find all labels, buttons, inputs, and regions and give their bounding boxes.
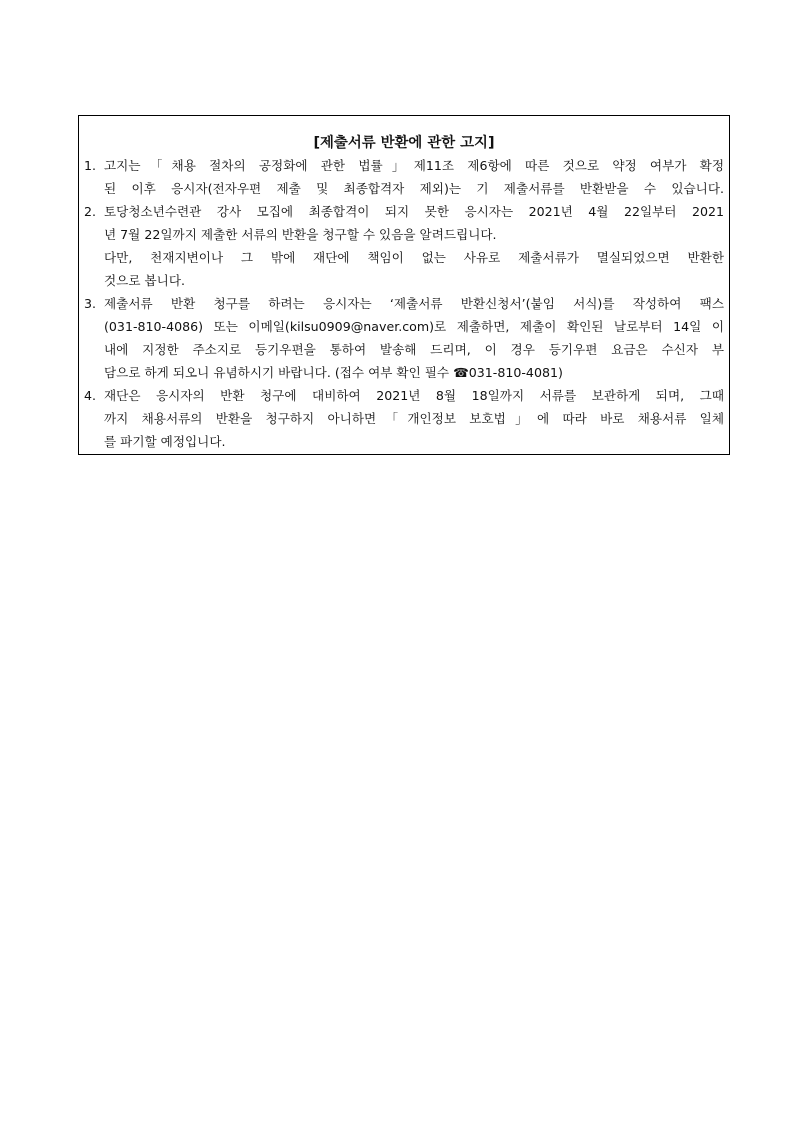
item-2-line-1: 토당청소년수련관 강사 모집에 최종합격이 되지 못한 응시자는 2021년 4월 22일부터 2021 [104, 204, 724, 219]
item-4-line-3: 를 파기할 예정입니다. [104, 434, 226, 449]
item-4-line-1: 재단은 응시자의 반환 청구에 대비하여 2021년 8월 18일까지 서류를 보관하게 되며, 그때 [104, 388, 724, 403]
item-3-line-1: 제출서류 반환 청구를 하려는 응시자는 ‘제출서류 반환신청서’(붙임 서식)를 작성하여 팩스 [104, 296, 724, 311]
notice-title: [제출서류 반환에 관한 고지] [313, 135, 495, 151]
item-3-number: 3. [84, 296, 97, 311]
item-1-number: 1. [84, 158, 97, 173]
item-2-line-3: 다만, 천재지변이나 그 밖에 재단에 책임이 없는 사유로 제출서류가 멸실되었으면 반환한 [104, 250, 724, 265]
item-2-line-2: 년 7월 22일까지 제출한 서류의 반환을 청구할 수 있음을 알려드립니다. [104, 227, 497, 242]
item-2-number: 2. [84, 204, 97, 219]
item-2-line-4: 것으로 봅니다. [104, 273, 185, 288]
item-3-line-4: 담으로 하게 되오니 유념하시기 바랍니다. (접수 여부 확인 필수 ☎031-810-4081) [104, 365, 563, 380]
notice-box [78, 115, 730, 455]
item-3-line-3: 내에 지정한 주소지로 등기우편을 통하여 발송해 드리며, 이 경우 등기우편 요금은 수신자 부 [104, 342, 724, 357]
item-3-line-2: (031-810-4086) 또는 이메일(kilsu0909@naver.com)로 제출하면, 제출이 확인된 날로부터 14일 이 [104, 319, 724, 334]
item-1-line-1: 고지는「채용 절차의 공정화에 관한 법률」제11조 제6항에 따른 것으로 약정 여부가 확정 [104, 158, 724, 173]
item-4-line-2: 까지 채용서류의 반환을 청구하지 아니하면「개인정보 보호법」에 따라 바로 채용서류 일체 [104, 411, 724, 426]
item-1-line-2: 된 이후 응시자(전자우편 제출 및 최종합격자 제외)는 기 제출서류를 반환받을 수 있습니다. [104, 181, 724, 196]
item-4-number: 4. [84, 388, 97, 403]
